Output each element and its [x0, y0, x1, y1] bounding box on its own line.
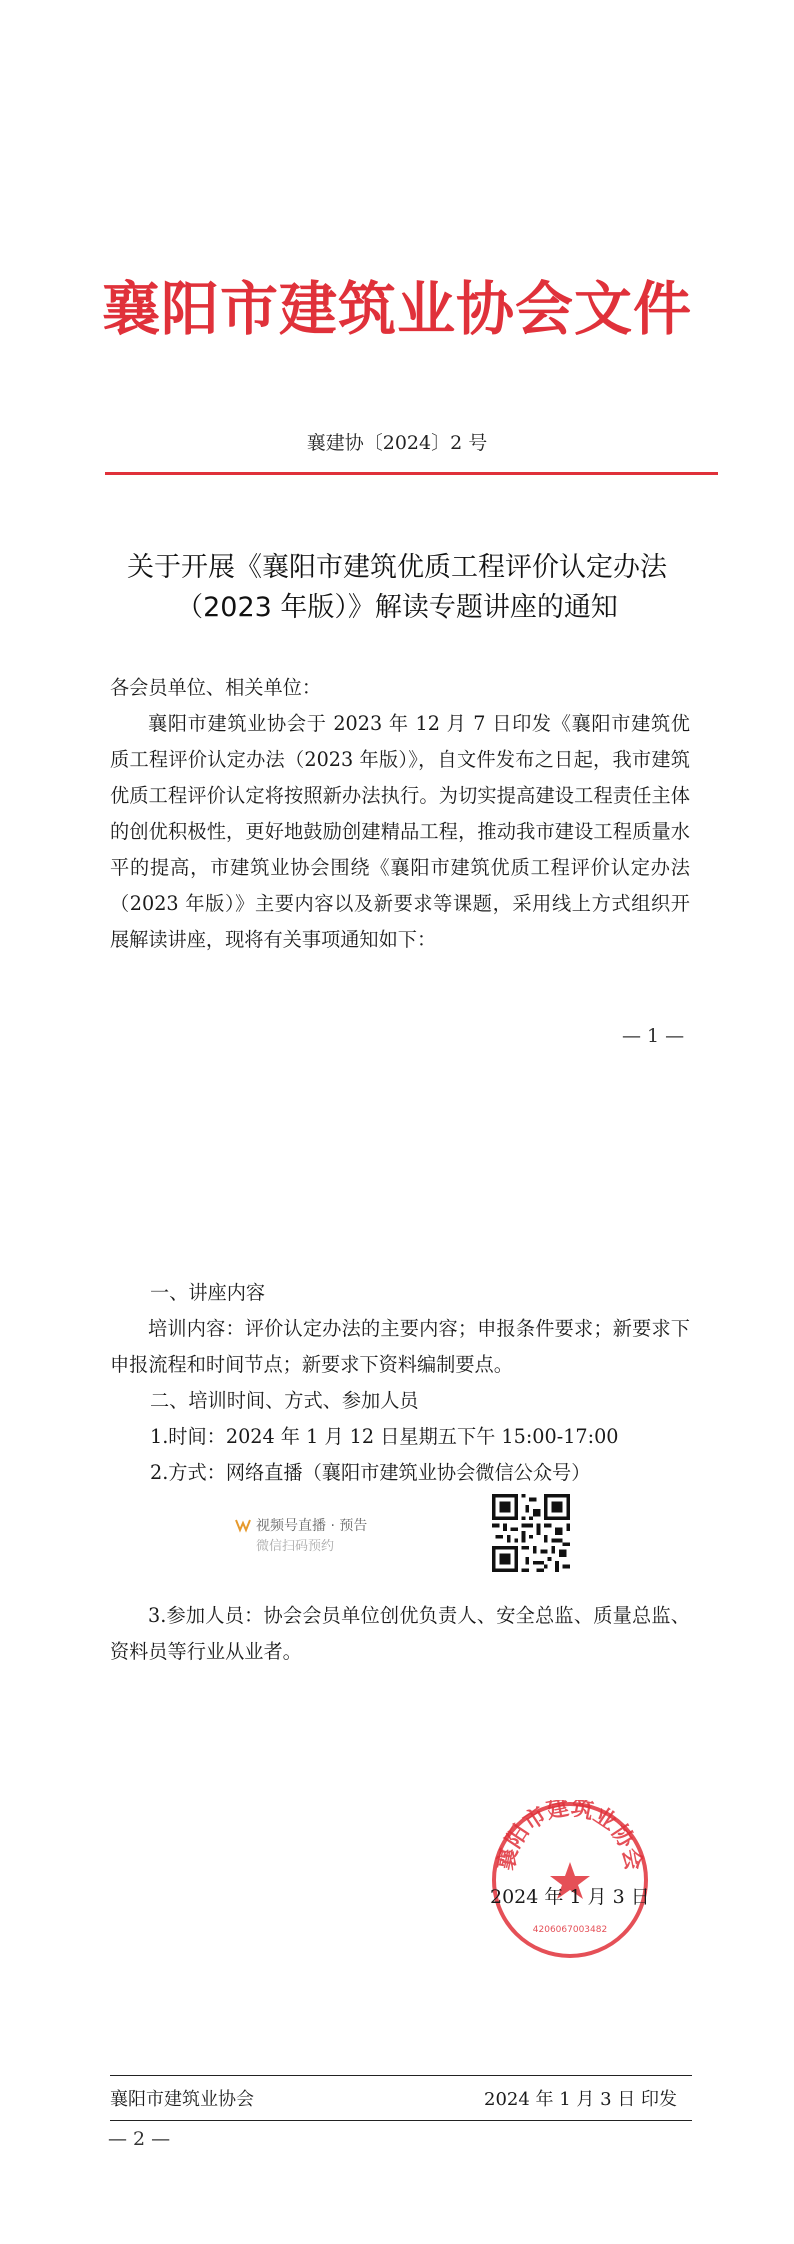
- qr-label: 视频号直播 · 预告: [256, 1518, 368, 1534]
- section1-content: 培训内容：评价认定办法的主要内容；申报条件要求；新要求下申报流程和时间节点；新要求下资料编制要点。: [110, 1317, 690, 1376]
- item-method: 2.方式：网络直播（襄阳市建筑业协会微信公众号）: [150, 1461, 591, 1484]
- header-red-rule: [105, 472, 718, 475]
- item-time: 1.时间：2024 年 1 月 12 日星期五下午 15:00-17:00: [150, 1425, 619, 1448]
- official-seal: [490, 1800, 650, 1960]
- page-number-1: — 1 —: [622, 1025, 685, 1047]
- document-number: 襄建协〔2024〕2 号: [306, 432, 488, 454]
- footer-rule-top: [110, 2075, 692, 2076]
- seal-text: 襄阳市建筑业协会: [494, 1800, 646, 1873]
- section1-heading: 一、讲座内容: [150, 1281, 266, 1304]
- notice-title-line1: 关于开展《襄阳市建筑优质工程评价认定办法: [127, 552, 667, 583]
- section2-heading: 二、培训时间、方式、参加人员: [150, 1389, 419, 1412]
- item-participants: 3.参加人员：协会会员单位创优负责人、安全总监、质量总监、资料员等行业从业者。: [110, 1604, 690, 1663]
- footer-issuer: 襄阳市建筑业协会: [110, 2089, 254, 2110]
- salutation: 各会员单位、相关单位：: [110, 676, 322, 699]
- footer-issue-date: 2024 年 1 月 3 日 印发: [484, 2089, 678, 2110]
- qr-code-image: [492, 1494, 570, 1572]
- signature-date: 2024 年 1 月 3 日: [490, 1886, 650, 1908]
- footer-rule-bottom: [110, 2120, 692, 2121]
- intro-paragraph: 襄阳市建筑业协会于 2023 年 12 月 7 日印发《襄阳市建筑优质工程评价认定办法（2023 年版）》，自文件发布之日起，我市建筑优质工程评价认定将按照新办法执行。为切实提高建设工程责任主体的创优积极性，更好地鼓励创建精品工程，推动我市建设工程质量水平的提高，市建筑业协会围绕《襄阳市建筑优质工程评价认定办法（2023 年版）》主要内容以及新要求等课题，采用线上方式组织开展解读讲座，现将有关事项通知如下：: [110, 712, 690, 951]
- notice-title-line2: （2023 年版）》解读专题讲座的通知: [176, 592, 618, 623]
- svg-text:襄阳市建筑业协会: [493, 1800, 646, 1872]
- page-number-2: — 2 —: [108, 2128, 171, 2150]
- seal-number: 4206067003482: [532, 1925, 608, 1935]
- document-header-title: 襄阳市建筑业协会文件: [101, 275, 692, 343]
- qr-sublabel: 微信扫码预约: [256, 1539, 335, 1554]
- video-channel-icon: [234, 1516, 252, 1534]
